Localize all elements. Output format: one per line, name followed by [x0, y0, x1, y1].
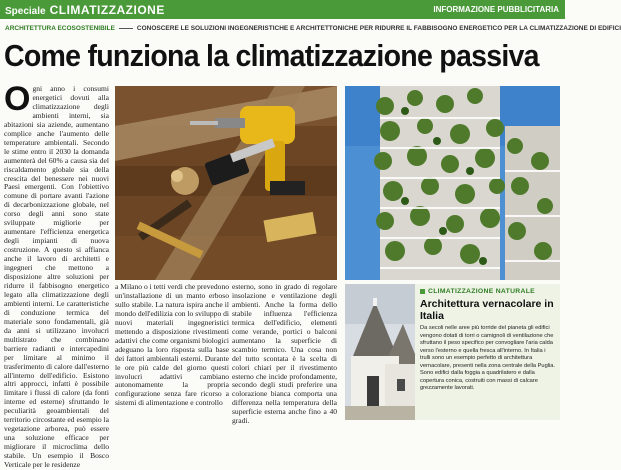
sidebar-box [345, 284, 560, 420]
tools-photo [115, 86, 337, 280]
section-prefix: Speciale [5, 6, 46, 17]
article-column-1-text: gni anno i consumi energetici dovuti alla climatizzazione degli ambienti interni, sia abitazioni sia aziende, aumentano complice anche l'aumento delle temperature ambientali. Secondo le stime entro il 2030 la domanda aumenterà del 60% a causa sia del riscaldamento globale sia della crescita del benessere nei nuovi Paesi emergenti. Con l'obiettivo comune di portare avanti l'azione di decarbonizzazione globale, nel corso degli anni sono state sviluppate migliorie per aumentare l'efficienza energetica degli impianti di nuova costruzione. A questo si affianca anche il lavoro di architetti e ingegneri che mettono a disposizione altre soluzioni per ridurre il fabbisogno energetico legato alla climatizzazione degli ambienti interni. Le caratteristiche di conduzione termica del materiale sono fondamentali, già da anni si utilizzano involucri multistrato che combinano barriere radianti e intercapedini per limitare al minimo il trasferimento di calore dall'esterno all'interno dell'edificio. Esistono altri approcci, infatti è possibile limitare i flussi di calore (da fonti interne ed esterne) sfruttando le peculiarità geoambientali del territorio circostante ed esempio la vegetazione arborea, può essere una soluzione efficace per migliorare il microclima dello stabile. Un esempio il Bosco Verticale per le residenze [4, 84, 109, 470]
article-column-3: esterno, sono in grado di regolare insolazione e ventilazione degli ambienti. Anche la forma dello stabile influenza l'efficienza termica dell'edificio, elementi come verande, portici o balconi aumentano la superficie di scambio termico. Una cosa non del tutto scontata è la scelta di colori chiari per il rivestimento esterno che incide profondamente, secondo degli studi preferire una colorazione bianca comporta una differenza nella temperatura della superficie esterna anche fino a 40 gradi. [232, 282, 337, 426]
tag-square-icon [420, 289, 425, 294]
advertising-info-label: INFORMAZIONE PUBBLICITARIA [433, 5, 559, 14]
kicker-text: CONOSCERE LE SOLUZIONI INGEGNERISTICHE E ARCHITETTONICHE PER RIDURRE IL FABBISOGNO ENERGETICO PER LA CLIMATIZZAZIONE DI EDIFICI [136, 25, 621, 32]
vertical-forest-illustration [345, 86, 560, 280]
article-column-1 [4, 80, 109, 470]
section-name: CLIMATIZZAZIONE [49, 3, 165, 17]
section-label [5, 3, 165, 17]
sidebar-tag [420, 288, 556, 295]
vertical-forest-photo [345, 86, 560, 280]
sidebar-title: Architettura vernacolare in Italia [420, 298, 554, 322]
article-kicker [5, 25, 621, 37]
page-title: Come funziona la climatizzazione passiva [4, 38, 539, 73]
kicker-separator [119, 28, 133, 29]
kicker-label: ARCHITETTURA ECOSOSTENIBILE [5, 25, 115, 32]
trulli-illustration [345, 284, 415, 420]
article-column-2: a Milano o i tetti verdi che prevedono un'installazione di un manto erboso sullo stabile. La natura ispira anche il mondo dell'edilizia con lo sviluppo di nuovi materiali ingegneristici mettendo a disposizione rivestimenti adattivi che come organismi biologici adeguano la loro risposta sulla base dei fattori ambientali esterni. Durante le ore più calde del giorno questi involucri adattivi cambiano autonomamente la propria configurazione senza fare ricorso a sistemi di alimentazione e controllo [115, 282, 229, 408]
tools-photo-illustration [115, 86, 337, 280]
trulli-photo [345, 284, 415, 420]
section-header-bar [0, 0, 565, 19]
sidebar-text: Da secoli nelle aree più torride del pianeta gli edifici vengono dotati di torri o camignoli di ventilazione che sfruttano il peso specifico per convogliare l'aria calda verso l'esterno e quella fresca all'interno. In Italia i trulli sono un esempio perfetto di architettura vernacolare, presenti nella zona centrale della Puglia. Sono edifici dalla foggia a quadrilatero e dalla copertura conica, costruiti con massi di calcare grezzamente lavorati. [420, 325, 556, 391]
drop-cap: O [4, 80, 31, 118]
sidebar-tag-text: CLIMATIZZAZIONE NATURALE [428, 288, 535, 295]
